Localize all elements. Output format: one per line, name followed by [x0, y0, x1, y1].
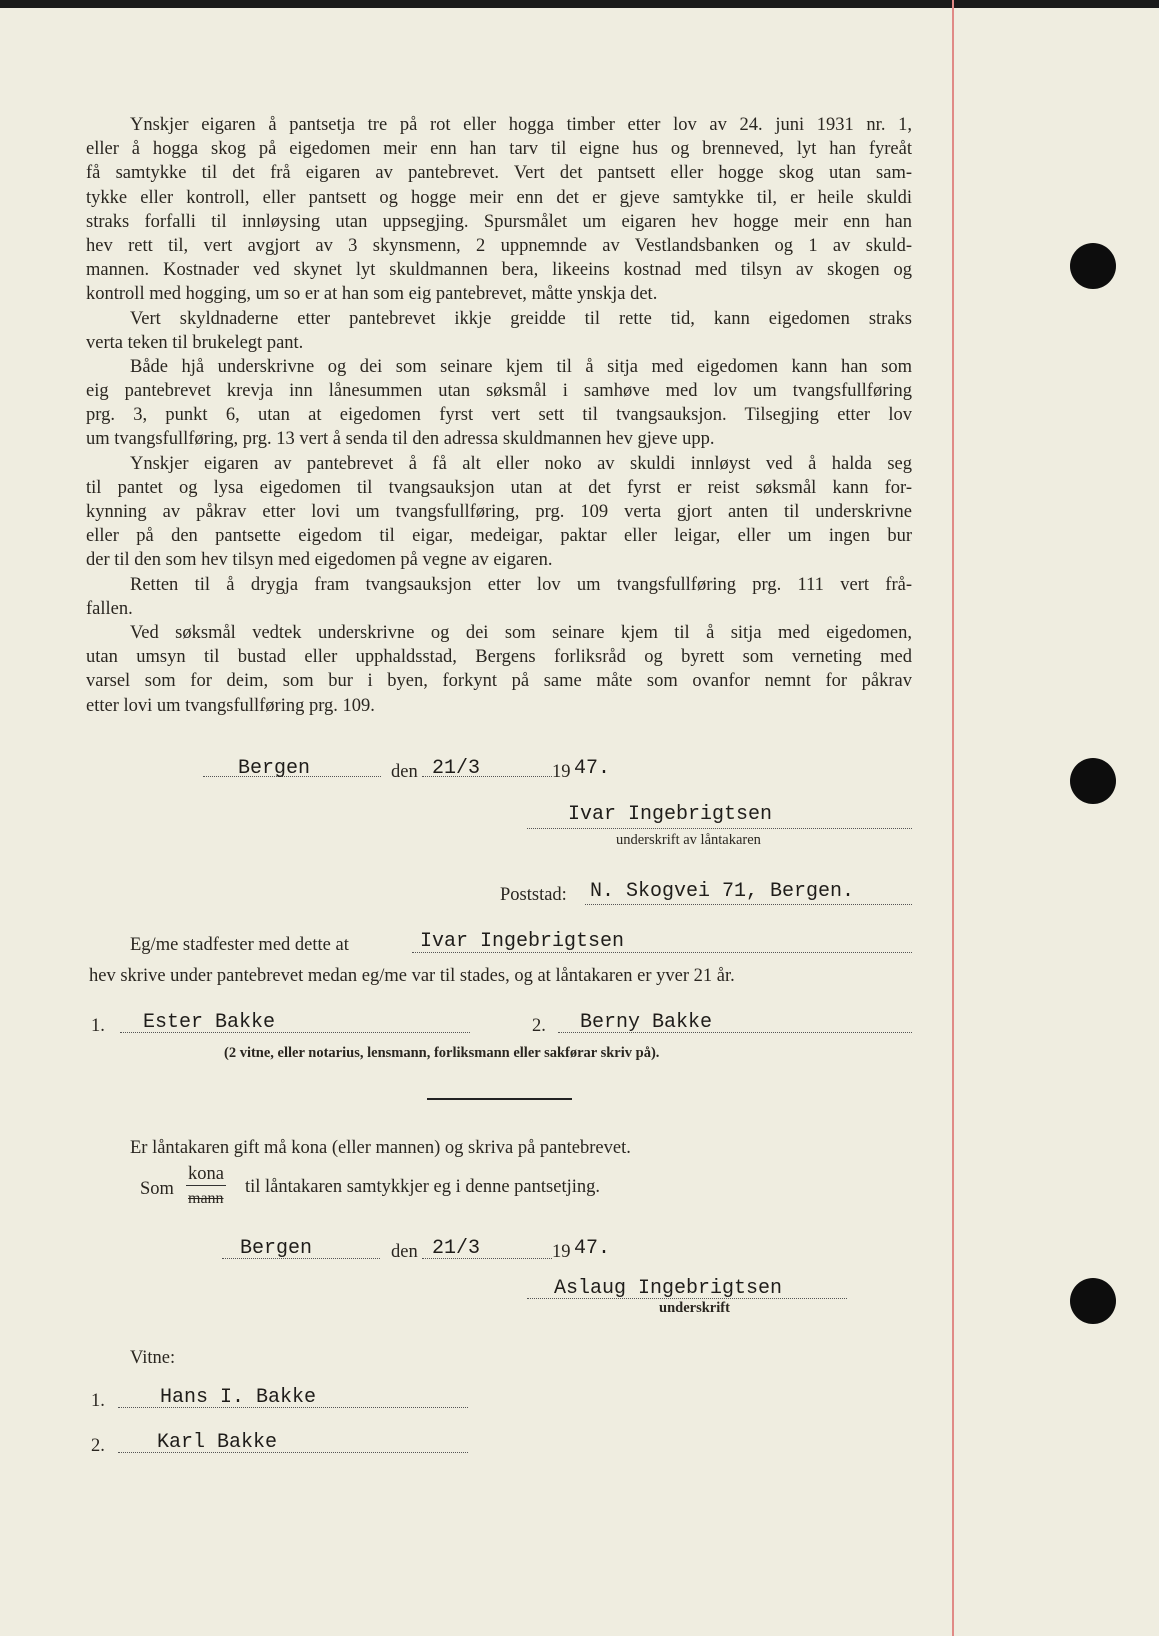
body-text-line: tykke eller kontroll, eller pantsett og hogge meir enn det er gjeve samtykke til, er heile skuldi	[86, 187, 912, 208]
statement-name: Ivar Ingebrigtsen	[420, 930, 625, 953]
body-text-line: fallen.	[86, 598, 133, 619]
dotted-line	[558, 1032, 912, 1033]
signature-caption: underskrift	[659, 1300, 730, 1316]
vitne-label: Vitne:	[130, 1348, 176, 1368]
body-text-line: straks forfalli til innløysing utan uppsegjing. Spursmålet um eigaren hev hogge meir enn han	[86, 211, 912, 232]
body-text-line: få samtykke til det frå eigaren av pantebrevet. Vert det pantsett eller hogge skog utan sam-	[86, 163, 912, 184]
statement-prefix: Eg/me stadfester med dette at	[130, 935, 349, 955]
body-text-line: verta teken til brukelegt pant.	[86, 332, 304, 353]
punch-hole	[1070, 1278, 1116, 1324]
body-text-line: mannen. Kostnader ved skynet lyt skuldmannen bera, likeeins kostnad med tilsyn av skogen og	[86, 260, 912, 281]
place: Bergen	[238, 757, 311, 780]
year-prefix: 19	[552, 762, 571, 782]
body-text-line: Ved søksmål vedtek underskrivne og dei som seinare kjem til å sitja med eigedomen,	[130, 622, 912, 643]
mortgage-terms-body	[86, 113, 912, 718]
witness-2: Berny Bakke	[580, 1011, 713, 1034]
signature-line	[527, 828, 912, 829]
body-text-line: utan umsyn til bustad eller upphaldsstad, Bergens forliksråd og byrett som verneting med	[86, 647, 912, 668]
body-text-line: kynning av påkrav etter lovi um tvangsfullføring, prg. 109 verta gjort anten til underskrivne	[86, 502, 912, 522]
year-suffix: 47.	[574, 1237, 611, 1260]
spouse-intro: Er låntakaren gift må kona (eller mannen) og skriva på pantebrevet.	[130, 1138, 631, 1158]
poststad-label: Poststad:	[500, 885, 567, 905]
signature-line	[527, 1298, 847, 1299]
witness-num: 1.	[91, 1016, 105, 1036]
dotted-line	[120, 1032, 470, 1033]
body-text-line: der til den som hev tilsyn med eigedomen på vegne av eigaren.	[86, 550, 553, 571]
year-suffix: 47.	[574, 757, 611, 780]
witness-1: Hans I. Bakke	[160, 1386, 317, 1409]
witness-1: Ester Bakke	[143, 1011, 276, 1034]
punch-hole	[1070, 758, 1116, 804]
den-label: den	[391, 762, 418, 782]
dotted-line	[412, 952, 912, 953]
body-text-line: hev rett til, vert avgjort av 3 skynsmenn, 2 uppnemnde av Vestlandsbanken og 1 av skuld-	[86, 235, 912, 256]
body-text-line: Ynskjer eigaren å pantsetja tre på rot eller hogga timber etter lov av 24. juni 1931 nr. 1,	[130, 115, 912, 135]
body-text-line: eller å hogga skog på eigedomen meir enn han tarv til eigne hus og brenneved, lyt han fyreåt	[86, 139, 912, 160]
body-text-line: eller på den pantsette eigedom til eigar, medeigar, paktar eller leigar, eller um ingen bur	[86, 526, 912, 547]
witness-note: (2 vitne, eller notarius, lensmann, forliksmann eller sakførar skriv på).	[224, 1045, 660, 1061]
consent-text: til låntakaren samtykkjer eg i denne pantsetjing.	[245, 1177, 600, 1197]
borrower-signature: Ivar Ingebrigtsen	[568, 803, 773, 826]
address: N. Skogvei 71, Bergen.	[590, 880, 855, 903]
dotted-line	[585, 904, 912, 905]
body-text-line: etter lovi um tvangsfullføring prg. 109.	[86, 695, 375, 716]
date: 21/3	[432, 757, 481, 780]
body-text-line: til pantet og lysa eigedomen til tvangsauksjon utan at det fyrst er reist søksmål kann for-	[86, 477, 912, 498]
margin-red-line	[952, 0, 954, 1636]
body-text-line: Vert skyldnaderne etter pantebrevet ikkje greidde til rette tid, kann eigedomen straks	[130, 308, 912, 329]
witness-num: 2.	[91, 1436, 105, 1456]
option-kona: kona	[188, 1164, 224, 1184]
body-text-line: varsel som for deim, som bur i byen, forkynt på same måte som ovanfor nemnt for påkrav	[86, 671, 912, 692]
year-prefix: 19	[552, 1242, 571, 1262]
statement-line2: hev skrive under pantebrevet medan eg/me var til stades, og at låntakaren er yver 21 år.	[89, 966, 735, 986]
den-label: den	[391, 1242, 418, 1262]
body-text-line: um tvangsfullføring, prg. 13 vert å senda til den adressa skuldmannen hev gjeve upp.	[86, 429, 715, 450]
option-mann-struck: mann	[188, 1190, 224, 1207]
scan-top-edge	[0, 0, 1159, 8]
body-text-line: Retten til å drygja fram tvangsauksjon etter lov um tvangsfullføring prg. 111 vert frå-	[130, 574, 912, 595]
dotted-line	[118, 1407, 468, 1408]
date: 21/3	[432, 1237, 481, 1260]
body-text-line: kontroll med hogging, um so er at han som eig pantebrevet, måtte ynskja det.	[86, 284, 658, 305]
body-text-line: Ynskjer eigaren av pantebrevet å få alt eller noko av skuldi innløyst ved å halda seg	[130, 453, 912, 474]
section-divider	[427, 1098, 572, 1100]
witness-2: Karl Bakke	[157, 1431, 278, 1454]
punch-hole	[1070, 243, 1116, 289]
body-text-line: prg. 3, punkt 6, utan at eigedomen fyrst vert sett til tvangsauksjon. Tilsegjing etter lov	[86, 405, 912, 426]
place: Bergen	[240, 1237, 313, 1260]
som-label: Som	[140, 1179, 174, 1199]
body-text-line: Både hjå underskrivne og dei som seinare kjem til å sitja med eigedomen kann han som	[130, 356, 912, 377]
witness-num: 2.	[532, 1016, 546, 1036]
witness-num: 1.	[91, 1391, 105, 1411]
spouse-signature: Aslaug Ingebrigtsen	[554, 1277, 783, 1300]
signature-caption: underskrift av låntakaren	[616, 832, 761, 848]
body-text-line: eig pantebrevet krevja inn lånesummen utan søksmål i samhøve med lov um tvangsfullføring	[86, 381, 912, 402]
dotted-line	[118, 1452, 468, 1453]
